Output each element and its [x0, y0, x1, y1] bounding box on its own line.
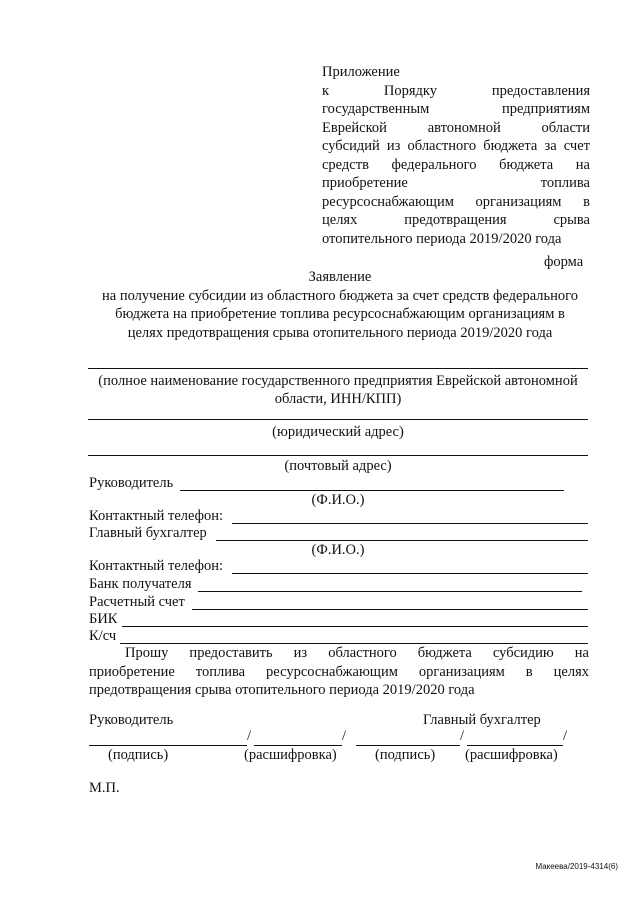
accountant-decoding-line[interactable] — [467, 745, 563, 746]
title-heading: Заявление — [308, 269, 372, 285]
bank-label: Банк получателя — [89, 576, 192, 592]
org-name-caption-line: (полное наименование государственного предприятия Еврейской автономной — [98, 373, 578, 389]
postal-address-caption: (почтовый адрес) — [284, 458, 392, 474]
contact-phone-label: Контактный телефон: — [89, 508, 224, 524]
legal-address-caption: (юридический адрес) — [272, 424, 404, 440]
bik-line[interactable] — [122, 626, 588, 627]
appendix-line: отопительного периода 2019/2020 года — [322, 230, 562, 247]
legal-address-line[interactable] — [88, 419, 588, 420]
appendix-line: приобретение топлива — [322, 175, 590, 191]
form-label: форма — [544, 254, 584, 270]
org-name-caption-line: области, ИНН/КПП) — [274, 391, 402, 407]
appendix-line: средств федерального бюджета на — [322, 156, 590, 173]
bik-label: БИК — [89, 611, 118, 627]
director-label: Руководитель — [89, 475, 174, 491]
appendix-line: Приложение — [322, 64, 400, 80]
contact-phone-line[interactable] — [232, 573, 588, 574]
org-name-line[interactable] — [88, 368, 588, 369]
request-line: приобретение топлива ресурсоснабжающим организациям в целях — [89, 663, 589, 680]
footer-reference: Макеева/2019-4314(6) — [535, 862, 618, 871]
account-label: Расчетный счет — [89, 594, 185, 610]
chief-accountant-signature-label: Главный бухгалтер — [423, 712, 541, 728]
signature-caption: (подпись) — [375, 747, 436, 763]
accountant-signature-line[interactable] — [356, 745, 460, 746]
signature-caption: (подпись) — [108, 747, 169, 763]
bank-line[interactable] — [198, 591, 582, 592]
request-line: Прошу предоставить из областного бюджета субсидию на — [125, 645, 589, 661]
corr-account-label: К/сч — [89, 628, 117, 644]
director-signature-label: Руководитель — [89, 712, 174, 728]
slash: / — [563, 728, 568, 744]
chief-accountant-label: Главный бухгалтер — [89, 525, 207, 541]
decoding-caption: (расшифровка) — [465, 747, 558, 763]
slash: / — [247, 728, 252, 744]
slash: / — [342, 728, 347, 744]
postal-address-line[interactable] — [88, 455, 588, 456]
appendix-line: ресурсоснабжающим организациям в — [322, 193, 590, 210]
appendix-line: субсидий из областного бюджета за счет — [322, 138, 590, 154]
decoding-caption: (расшифровка) — [244, 747, 337, 763]
slash: / — [460, 728, 465, 744]
director-decoding-line[interactable] — [254, 745, 342, 746]
appendix-line: Еврейской автономной области — [322, 119, 590, 136]
appendix-line: целях предотвращения срыва — [322, 212, 590, 228]
title-line: бюджета на приобретение топлива ресурсоснабжающим организациям в — [115, 306, 565, 322]
director-signature-line[interactable] — [89, 745, 247, 746]
appendix-line: государственным предприятиям — [322, 101, 590, 117]
director-fio-caption: (Ф.И.О.) — [311, 492, 365, 508]
title-line: на получение субсидии из областного бюджета за счет средств федерального — [102, 287, 578, 304]
chief-accountant-fio-caption: (Ф.И.О.) — [311, 542, 365, 558]
stamp-place-label: М.П. — [89, 780, 120, 796]
contact-phone-line[interactable] — [232, 523, 588, 524]
appendix-line: к Порядку предоставления — [322, 82, 590, 99]
contact-phone-label: Контактный телефон: — [89, 558, 224, 574]
request-line: предотвращения срыва отопительного периода 2019/2020 года — [89, 682, 475, 698]
account-line[interactable] — [192, 609, 588, 610]
title-line: целях предотвращения срыва отопительного периода 2019/2020 года — [127, 324, 553, 341]
appendix-header — [322, 63, 590, 248]
org-name-caption — [88, 372, 588, 408]
document-title — [60, 268, 620, 342]
request-paragraph — [89, 644, 589, 700]
